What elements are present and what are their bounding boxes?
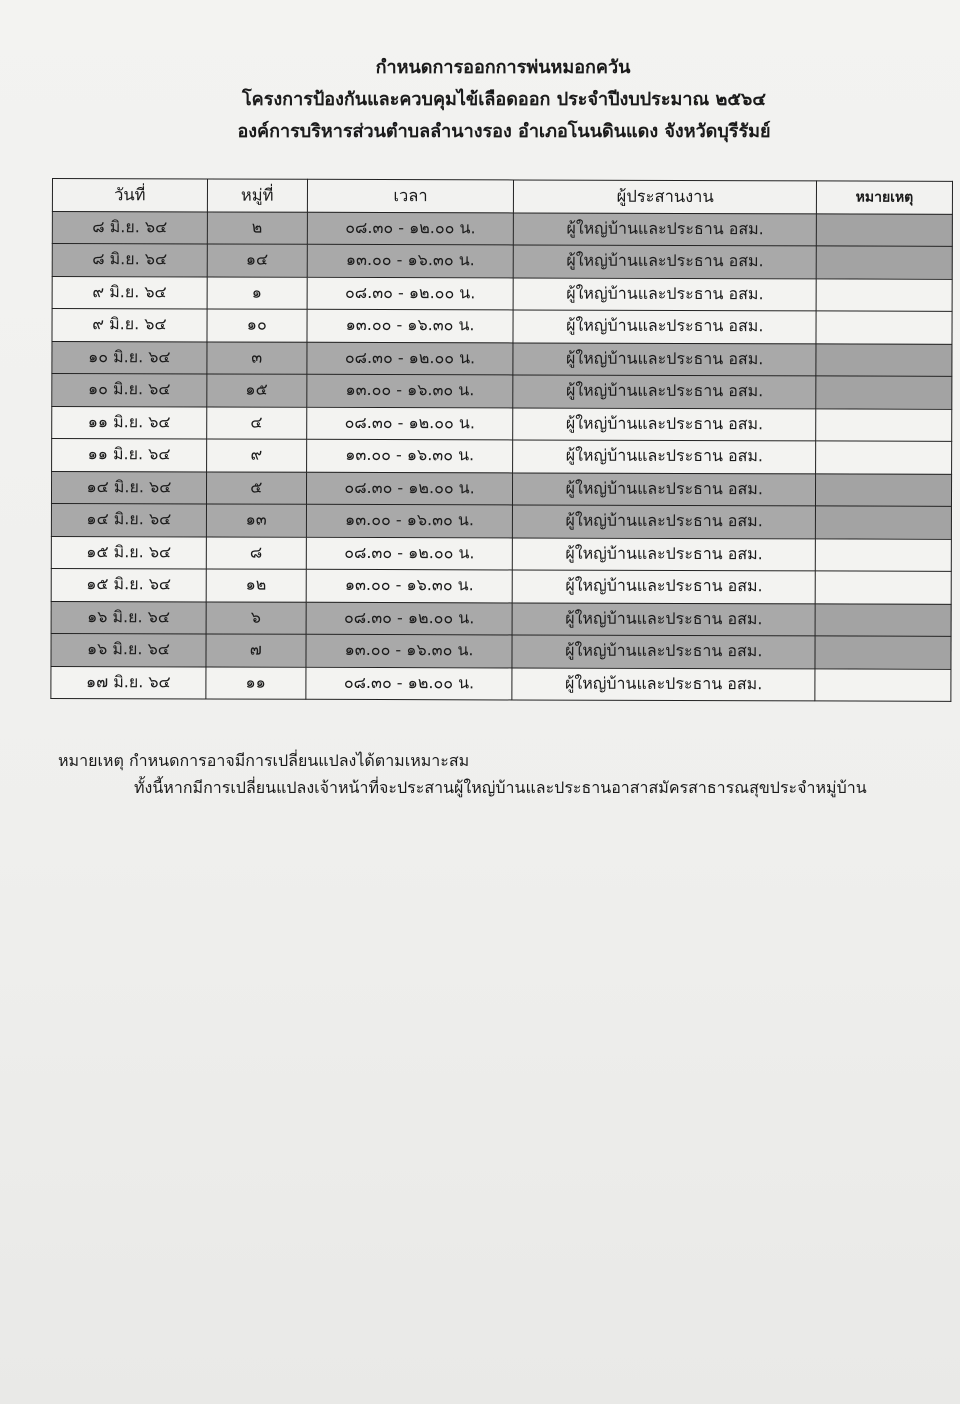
- cell-village: ๙: [206, 439, 306, 472]
- cell-time: ๑๓.๐๐ - ๑๖.๓๐ น.: [306, 374, 513, 407]
- table-row: [52, 439, 952, 474]
- cell-remark: [815, 603, 951, 636]
- cell-remark: [816, 473, 952, 506]
- cell-village: ๗: [206, 634, 306, 667]
- cell-remark: [815, 538, 951, 571]
- cell-remark: [816, 441, 952, 474]
- cell-coordinator: ผู้ใหญ่บ้านและประธาน อสม.: [512, 635, 815, 668]
- column-header-time: เวลา: [307, 179, 514, 212]
- cell-date: ๑๖ มิ.ย. ๖๔: [51, 601, 206, 634]
- cell-time: ๐๘.๓๐ - ๑๒.๐๐ น.: [306, 602, 513, 635]
- table-row: [51, 666, 951, 701]
- cell-remark: [816, 246, 952, 279]
- cell-coordinator: ผู้ใหญ่บ้านและประธาน อสม.: [513, 342, 816, 375]
- header-organization: องค์การบริหารส่วนตำบลลำนางรอง อำเภอโนนดินแดง จังหวัดบุรีรัมย์: [237, 121, 771, 142]
- cell-remark: [816, 376, 952, 409]
- cell-coordinator: ผู้ใหญ่บ้านและประธาน อสม.: [513, 375, 816, 408]
- cell-village: ๔: [206, 406, 306, 439]
- column-header-date: วันที่: [52, 179, 207, 212]
- cell-coordinator: ผู้ใหญ่บ้านและประธาน อสม.: [514, 212, 817, 245]
- cell-village: ๓: [207, 341, 307, 374]
- column-header-coordinator: ผู้ประสานงาน: [514, 180, 817, 213]
- cell-time: ๐๘.๓๐ - ๑๒.๐๐ น.: [306, 667, 513, 700]
- cell-time: ๐๘.๓๐ - ๑๒.๐๐ น.: [307, 277, 514, 310]
- cell-time: ๑๓.๐๐ - ๑๖.๓๐ น.: [306, 504, 513, 537]
- table-row: [52, 276, 952, 311]
- cell-remark: [816, 278, 952, 311]
- document-header: [0, 52, 960, 148]
- cell-time: ๑๓.๐๐ - ๑๖.๓๐ น.: [307, 309, 514, 342]
- table-row: [51, 633, 951, 668]
- cell-date: ๙ มิ.ย. ๖๔: [52, 276, 207, 309]
- cell-time: ๑๓.๐๐ - ๑๖.๓๐ น.: [306, 634, 513, 667]
- note-line-2: ทั้งนี้หากมีการเปลี่ยนแปลงเจ้าหน้าที่จะประสานผู้ใหญ่บ้านและประธานอาสาสมัครสาธารณสุขประจำหมู่บ้าน: [134, 778, 867, 797]
- column-header-village: หมู่ที่: [207, 179, 307, 212]
- cell-coordinator: ผู้ใหญ่บ้านและประธาน อสม.: [513, 505, 816, 538]
- cell-time: ๐๘.๓๐ - ๑๒.๐๐ น.: [306, 407, 513, 440]
- cell-date: ๑๖ มิ.ย. ๖๔: [51, 633, 206, 666]
- schedule-table: [50, 178, 953, 702]
- table-row: [52, 309, 952, 344]
- cell-village: ๑๒: [206, 569, 306, 602]
- cell-date: ๘ มิ.ย. ๖๔: [52, 244, 207, 277]
- cell-coordinator: ผู้ใหญ่บ้านและประธาน อสม.: [512, 667, 815, 700]
- cell-remark: [815, 506, 951, 539]
- cell-date: ๑๑ มิ.ย. ๖๔: [52, 406, 207, 439]
- column-header-remark: หมายเหตุ: [816, 181, 952, 214]
- cell-remark: [816, 408, 952, 441]
- cell-date: ๑๕ มิ.ย. ๖๔: [51, 568, 206, 601]
- cell-village: ๒: [207, 211, 307, 244]
- cell-coordinator: ผู้ใหญ่บ้านและประธาน อสม.: [513, 407, 816, 440]
- table-row: [51, 471, 951, 506]
- cell-time: ๑๓.๐๐ - ๑๖.๓๐ น.: [307, 244, 514, 277]
- table-header-row: [52, 179, 952, 214]
- cell-remark: [815, 636, 951, 669]
- schedule-table-body: [51, 211, 953, 701]
- cell-date: ๑๕ มิ.ย. ๖๔: [51, 536, 206, 569]
- cell-remark: [815, 668, 951, 701]
- cell-coordinator: ผู้ใหญ่บ้านและประธาน อสม.: [513, 537, 816, 570]
- cell-village: ๑๑: [206, 666, 306, 699]
- table-row: [52, 341, 952, 376]
- cell-village: ๑๓: [206, 504, 306, 537]
- cell-coordinator: ผู้ใหญ่บ้านและประธาน อสม.: [513, 570, 816, 603]
- table-row: [51, 503, 951, 538]
- cell-village: ๕: [206, 471, 306, 504]
- cell-time: ๐๘.๓๐ - ๑๒.๐๐ น.: [307, 342, 514, 375]
- table-row: [51, 568, 951, 603]
- table-row: [51, 536, 951, 571]
- table-row: [52, 244, 952, 279]
- note-line-1: หมายเหตุ กำหนดการอาจมีการเปลี่ยนแปลงได้ตามเหมาะสม: [58, 751, 470, 770]
- cell-remark: [815, 571, 951, 604]
- cell-coordinator: ผู้ใหญ่บ้านและประธาน อสม.: [514, 245, 817, 278]
- cell-time: ๑๓.๐๐ - ๑๖.๓๐ น.: [306, 569, 513, 602]
- cell-village: ๑: [207, 276, 307, 309]
- cell-coordinator: ผู้ใหญ่บ้านและประธาน อสม.: [513, 472, 816, 505]
- cell-time: ๐๘.๓๐ - ๑๒.๐๐ น.: [306, 472, 513, 505]
- cell-time: ๐๘.๓๐ - ๑๒.๐๐ น.: [306, 537, 513, 570]
- cell-remark: [816, 213, 952, 246]
- cell-coordinator: ผู้ใหญ่บ้านและประธาน อสม.: [513, 602, 816, 635]
- cell-remark: [816, 311, 952, 344]
- cell-coordinator: ผู้ใหญ่บ้านและประธาน อสม.: [513, 310, 816, 343]
- table-row: [52, 211, 952, 246]
- cell-village: ๑๐: [207, 309, 307, 342]
- cell-date: ๑๔ มิ.ย. ๖๔: [51, 471, 206, 504]
- cell-date: ๙ มิ.ย. ๖๔: [52, 309, 207, 342]
- cell-time: ๑๓.๐๐ - ๑๖.๓๐ น.: [306, 439, 513, 472]
- header-title: กำหนดการออกการพ่นหมอกควัน: [375, 57, 631, 78]
- cell-coordinator: ผู้ใหญ่บ้านและประธาน อสม.: [514, 277, 817, 310]
- table-row: [52, 406, 952, 441]
- cell-village: ๖: [206, 601, 306, 634]
- cell-coordinator: ผู้ใหญ่บ้านและประธาน อสม.: [513, 440, 816, 473]
- cell-date: ๑๗ มิ.ย. ๖๔: [51, 666, 206, 699]
- cell-date: ๑๑ มิ.ย. ๖๔: [52, 439, 207, 472]
- cell-village: ๑๔: [207, 244, 307, 277]
- cell-village: ๘: [206, 536, 306, 569]
- cell-village: ๑๕: [207, 374, 307, 407]
- cell-time: ๐๘.๓๐ - ๑๒.๐๐ น.: [307, 212, 514, 245]
- table-row: [51, 601, 951, 636]
- cell-date: ๑๐ มิ.ย. ๖๔: [52, 374, 207, 407]
- cell-remark: [816, 343, 952, 376]
- cell-date: ๘ มิ.ย. ๖๔: [52, 211, 207, 244]
- table-row: [52, 374, 952, 409]
- cell-date: ๑๐ มิ.ย. ๖๔: [52, 341, 207, 374]
- header-project: โครงการป้องกันและควบคุมไข้เลือดออก ประจำปีงบประมาณ ๒๕๖๔: [242, 89, 766, 110]
- cell-date: ๑๔ มิ.ย. ๖๔: [51, 503, 206, 536]
